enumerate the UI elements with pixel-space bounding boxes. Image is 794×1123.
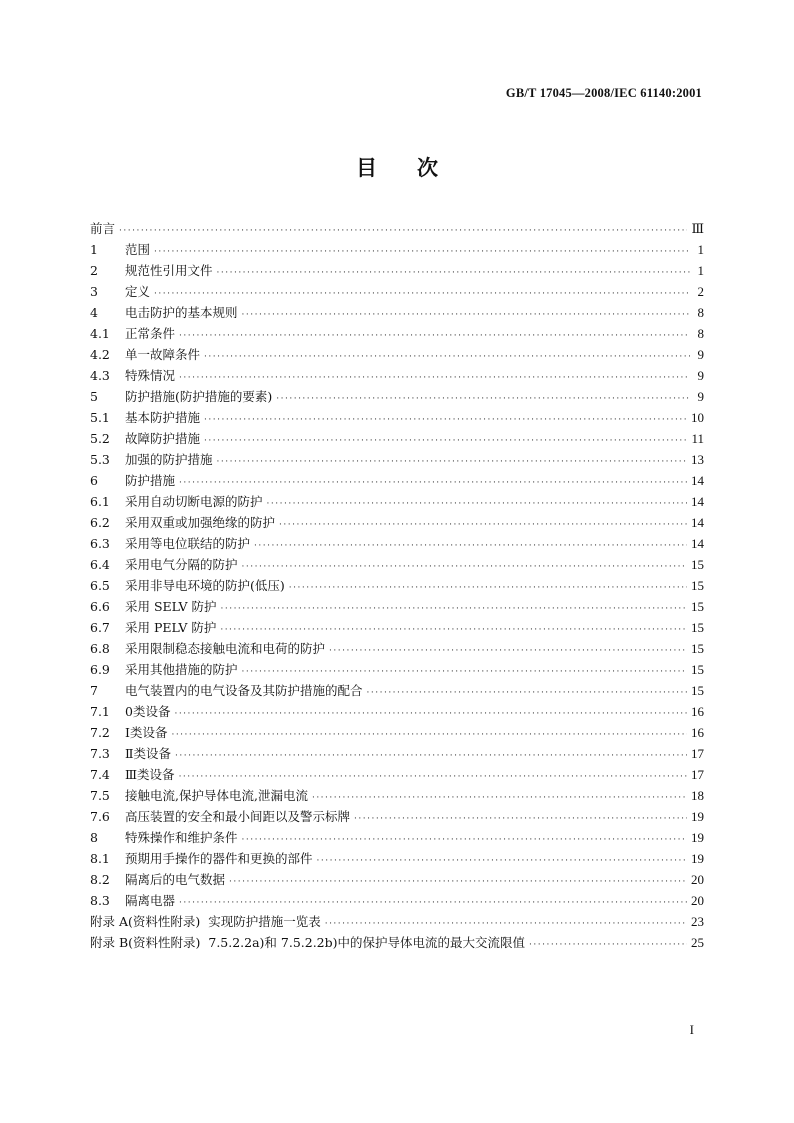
toc-entry-page: 11 [691,431,704,446]
toc-entry[interactable] [90,932,704,953]
toc-entry-number: 1 [90,242,98,257]
toc-leader-dots [312,788,687,809]
toc-entry-page: 16 [691,704,704,719]
toc-leader-dots [204,347,690,368]
toc-leader-dots [179,326,690,347]
toc-entry[interactable] [90,596,704,617]
toc-entry-label: Ⅱ类设备 [125,746,171,761]
toc-entry-number: 7.6 [90,809,110,824]
toc-entry-number: 5.1 [90,410,110,425]
toc-entry[interactable] [90,743,704,764]
toc-leader-dots [119,221,687,242]
toc-entry[interactable] [90,911,704,932]
toc-entry-label: 高压装置的安全和最小间距以及警示标牌 [125,809,351,824]
toc-entry-page: 8 [697,305,704,320]
toc-entry-label: 采用双重或加强绝缘的防护 [125,515,276,530]
toc-leader-dots [289,578,687,599]
toc-entry-page: 23 [691,914,704,929]
toc-leader-dots [204,431,687,452]
toc-entry-page: 14 [691,494,704,509]
toc-entry-number: 4.1 [90,326,110,341]
toc-entry[interactable] [90,680,704,701]
toc-entry-number: 5.3 [90,452,110,467]
toc-entry-page: 10 [691,410,704,425]
toc-entry[interactable] [90,659,704,680]
toc-entry-number: 4 [90,305,98,320]
toc-entry-page: 15 [691,683,704,698]
toc-entry-label: 特殊操作和维护条件 [125,830,238,845]
toc-entry-label: 采用电气分隔的防护 [125,557,238,572]
toc-entry-page: 20 [691,893,704,908]
toc-entry-number: 7 [90,683,98,698]
toc-leader-dots [329,641,687,662]
toc-entry-number: 8 [90,830,98,845]
toc-entry-label: 加强的防护措施 [125,452,213,467]
toc-entry-number: 2 [90,263,98,278]
toc-entry-number: 4.2 [90,347,110,362]
toc-entry-label: 采用自动切断电源的防护 [125,494,263,509]
toc-entry-label: 预期用手操作的器件和更换的部件 [125,851,313,866]
toc-entry-label: 采用 SELV 防护 [125,599,217,614]
toc-leader-dots [154,242,690,263]
toc-entry-page: 17 [691,746,704,761]
toc-leader-dots [171,725,687,746]
toc-entry-number: 8.2 [90,872,110,887]
toc-entry[interactable] [90,554,704,575]
toc-entry-number: 6.6 [90,599,110,614]
toc-entry-number: 6.9 [90,662,110,677]
toc-entry[interactable] [90,491,704,512]
toc-entry-page: Ⅲ [691,221,704,236]
toc-entry-page: 17 [691,767,704,782]
toc-entry[interactable] [90,344,704,365]
toc-entry-number: 8.1 [90,851,110,866]
toc-entry-label: 附录 B(资料性附录) 7.5.2.2a)和 7.5.2.2b)中的保护导体电流的最大交流限值 [90,935,526,950]
toc-entry[interactable] [90,281,704,302]
toc-entry-page: 1 [697,242,704,257]
toc-entry-label: 采用限制稳态接触电流和电荷的防护 [125,641,326,656]
toc-entry[interactable] [90,218,704,239]
toc-leader-dots [367,683,687,704]
toc-entry[interactable] [90,428,704,449]
toc-entry[interactable] [90,701,704,722]
toc-entry-page: 20 [691,872,704,887]
toc-leader-dots [276,389,690,410]
toc-leader-dots [529,935,687,956]
toc-entry-page: 15 [691,599,704,614]
toc-entry-label: 范围 [125,242,151,257]
toc-entry-number: 5 [90,389,98,404]
toc-entry-label: 正常条件 [125,326,176,341]
toc-entry-label: 故障防护措施 [125,431,201,446]
toc-entry[interactable] [90,365,704,386]
toc-entry[interactable] [90,470,704,491]
toc-entry-label: 采用其他措施的防护 [125,662,238,677]
toc-entry-number: 6.2 [90,515,110,530]
page-title [0,152,794,182]
toc-leader-dots [175,746,687,767]
toc-entry[interactable] [90,407,704,428]
toc-entry-number: 6 [90,473,98,488]
toc-entry-page: 9 [697,368,704,383]
toc-entry[interactable] [90,764,704,785]
toc-entry[interactable] [90,386,704,407]
toc-entry[interactable] [90,638,704,659]
toc-entry-label: 防护措施 [125,473,176,488]
toc-entry-label: 隔离后的电气数据 [125,872,226,887]
toc-entry-label: 采用非导电环境的防护(低压) [125,578,285,593]
toc-leader-dots [204,410,687,431]
toc-leader-dots [220,599,687,620]
toc-leader-dots [242,557,687,578]
toc-entry-page: 14 [691,536,704,551]
toc-entry-page: 2 [697,284,704,299]
toc-entry[interactable] [90,785,704,806]
toc-entry-page: 19 [691,851,704,866]
toc-entry-page: 15 [691,557,704,572]
toc-entry-number: 7.2 [90,725,110,740]
toc-entry-page: 16 [691,725,704,740]
toc-entry-label: Ⅲ类设备 [125,767,175,782]
toc-entry-label: Ⅰ类设备 [125,725,168,740]
toc-entry[interactable] [90,512,704,533]
toc-entry-number: 8.3 [90,893,110,908]
toc-leader-dots [267,494,687,515]
toc-entry[interactable] [90,869,704,890]
toc-leader-dots [217,263,690,284]
toc-entry-page: 15 [691,620,704,635]
toc-leader-dots [242,305,690,326]
toc-entry-page: 25 [691,935,704,950]
title-char-1: 目 [356,155,377,180]
toc-entry-page: 18 [691,788,704,803]
toc-entry[interactable] [90,323,704,344]
title-char-2: 次 [417,155,438,180]
toc-entry-label: 定义 [125,284,151,299]
toc-entry[interactable] [90,302,704,323]
toc-entry[interactable] [90,239,704,260]
toc-entry-number: 6.7 [90,620,110,635]
toc-entry-page: 8 [697,326,704,341]
toc-entry-number: 7.3 [90,746,110,761]
toc-entry-page: 14 [691,515,704,530]
toc-entry[interactable] [90,806,704,827]
toc-entry-page: 15 [691,662,704,677]
page-number: I [689,1022,694,1037]
toc-entry-label: 单一故障条件 [125,347,201,362]
toc-leader-dots [217,452,687,473]
toc-entry[interactable] [90,260,704,281]
toc-entry-page: 15 [691,578,704,593]
toc-entry-number: 5.2 [90,431,110,446]
toc-entry-label: 采用等电位联结的防护 [125,536,251,551]
toc-entry-label: 电气装置内的电气设备及其防护措施的配合 [125,683,363,698]
toc-entry-number: 6.4 [90,557,110,572]
toc-entry-number: 6.5 [90,578,110,593]
toc-entry-page: 19 [691,809,704,824]
toc-entry-page: 15 [691,641,704,656]
toc-leader-dots [354,809,687,830]
toc-entry-label: 基本防护措施 [125,410,201,425]
toc-entry-page: 19 [691,830,704,845]
toc-entry-number: 6.3 [90,536,110,551]
toc-entry-label: 规范性引用文件 [125,263,213,278]
toc-entry-page: 13 [691,452,704,467]
toc-entry-page: 9 [697,347,704,362]
toc-entry[interactable] [90,449,704,470]
toc-entry-number: 4.3 [90,368,110,383]
toc-entry-label: 电击防护的基本规则 [125,305,238,320]
toc-entry-number: 7.1 [90,704,110,719]
toc-entry-number: 7.5 [90,788,110,803]
toc-entry[interactable] [90,617,704,638]
toc-entry-number: 7.4 [90,767,110,782]
toc-entry-label: 0类设备 [125,704,171,719]
toc-entry-label: 附录 A(资料性附录) 实现防护措施一览表 [90,914,321,929]
toc-entry-label: 隔离电器 [125,893,176,908]
toc-entry-number: 6.8 [90,641,110,656]
toc-entry-label: 防护措施(防护措施的要素) [125,389,273,404]
toc-entry-number: 3 [90,284,98,299]
toc-entry-page: 9 [697,389,704,404]
toc-entry[interactable] [90,827,704,848]
toc-entry[interactable] [90,848,704,869]
toc-entry-label: 接触电流,保护导体电流,泄漏电流 [125,788,308,803]
toc-entry[interactable] [90,890,704,911]
toc-leader-dots [279,515,687,536]
standard-code-header: GB/T 17045—2008/IEC 61140:2001 [505,86,702,100]
toc-leader-dots [317,851,687,872]
toc-entry-page: 14 [691,473,704,488]
toc-entry-label: 采用 PELV 防护 [125,620,217,635]
table-of-contents [90,218,704,953]
toc-entry-page: 1 [697,263,704,278]
toc-entry-label: 前言 [90,221,116,236]
toc-entry[interactable] [90,722,704,743]
toc-leader-dots [229,872,687,893]
toc-entry[interactable] [90,533,704,554]
toc-leader-dots [174,704,687,725]
toc-leader-dots [254,536,687,557]
toc-entry[interactable] [90,575,704,596]
toc-entry-label: 特殊情况 [125,368,176,383]
toc-entry-number: 6.1 [90,494,110,509]
